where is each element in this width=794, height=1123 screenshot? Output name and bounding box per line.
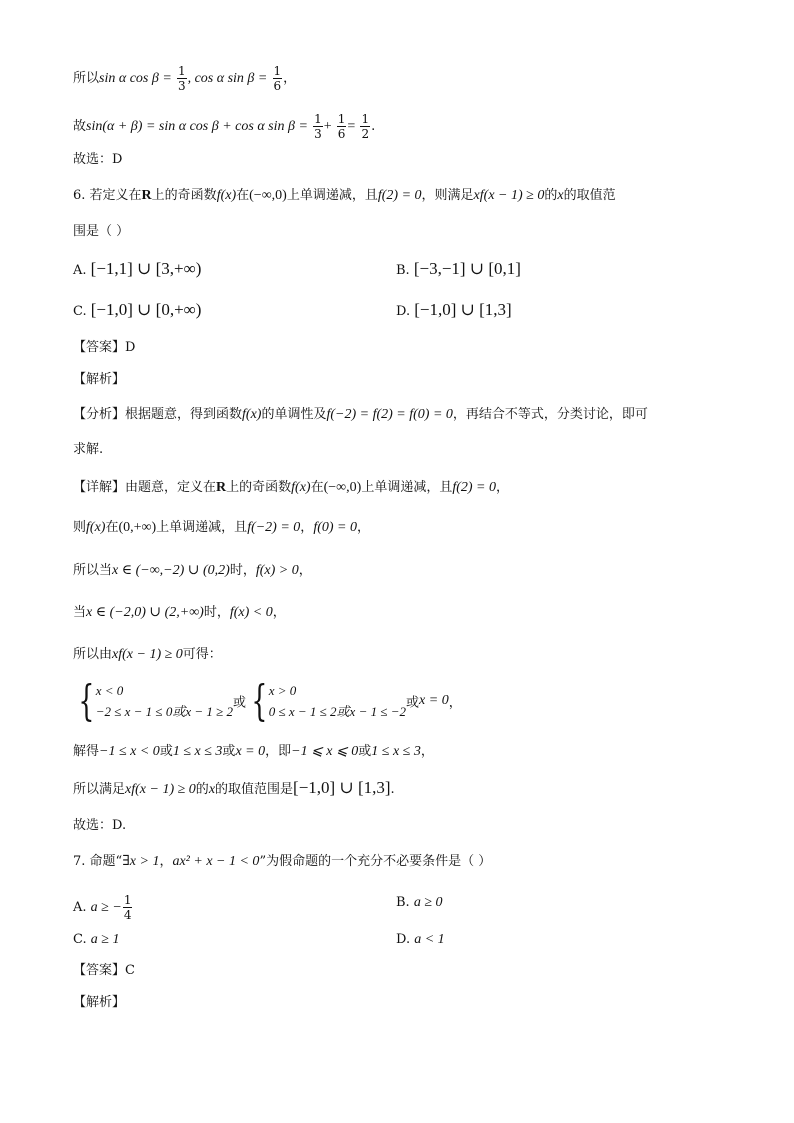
system-row: x < 0 [95, 683, 124, 698]
denominator: 6 [273, 79, 282, 93]
text: 所以当 [73, 563, 113, 578]
detail-line1 [73, 478, 509, 498]
text: 上的奇函数 [151, 188, 217, 203]
analysis-line2: 求解. [73, 442, 104, 457]
math: f(2) = 0 [452, 480, 496, 495]
text: 或 [159, 744, 173, 759]
text: 【详解】由题意，定义在 [73, 480, 217, 495]
text: 时， [203, 605, 230, 620]
text: ， [272, 605, 286, 620]
math: x [208, 782, 216, 797]
option-value: [−1,1] ∪ [3,+∞) [90, 259, 202, 278]
q7-option-c [73, 930, 119, 950]
answer-heading: 【答案】C [73, 963, 135, 978]
fraction [177, 64, 187, 93]
text: ， [300, 520, 314, 535]
text: 的取值范 [563, 188, 616, 203]
option-label: C. [73, 932, 87, 947]
option-label: B. [396, 895, 410, 910]
math: f(−2) = f(2) = f(0) = 0 [326, 407, 453, 422]
fraction [123, 893, 133, 922]
left-brace: { [251, 676, 268, 725]
text: 在 [105, 520, 119, 535]
text: ， [448, 695, 462, 711]
fraction [360, 112, 370, 141]
math: x ∈ (−∞,−2) ∪ (0,2) [112, 563, 230, 578]
numerator: 1 [337, 112, 346, 126]
option-value: a ≥ 1 [90, 932, 120, 947]
system-row: x > 0 [268, 683, 297, 698]
math: f(x) < 0 [229, 605, 273, 620]
math: = [347, 119, 356, 134]
question-7-line1 [73, 852, 491, 872]
denominator: 3 [177, 79, 186, 93]
text: 【分析】根据题意，得到函数 [73, 407, 243, 422]
option-d [396, 300, 512, 322]
text: 所以 [73, 71, 100, 86]
text: 所以满足 [73, 782, 126, 797]
text: ”为假命题的一个充分不必要条件是（ ） [259, 854, 492, 869]
text: 故 [73, 119, 87, 134]
analysis-heading: 【解析】 [73, 372, 126, 387]
math: x = 0 [419, 693, 449, 708]
option-b [396, 259, 521, 281]
inequality-systems [73, 676, 462, 725]
math: sin α cos β = [99, 71, 172, 86]
option-c [73, 300, 201, 322]
numerator: 1 [314, 112, 322, 126]
math: −1 ≤ x < 0 [99, 744, 160, 759]
text: 上单调递减，且 [361, 480, 453, 495]
system-1 [96, 680, 233, 722]
math: R [141, 188, 152, 203]
text: 上的奇函数 [226, 480, 292, 495]
text: 在 [310, 480, 324, 495]
answer-choice-line: 故选：D. [73, 818, 127, 833]
text: 的 [195, 782, 209, 797]
text: ， [159, 854, 173, 869]
text: ，则满足 [421, 188, 474, 203]
numerator: 1 [123, 893, 132, 907]
denominator: 3 [314, 127, 322, 141]
math: [−1,0] ∪ [1,3] [293, 778, 391, 797]
math: 1 ≤ x ≤ 3 [371, 744, 421, 759]
text: . [371, 119, 376, 134]
numerator: 1 [177, 64, 186, 78]
text: 则 [73, 520, 87, 535]
math: f(x) [291, 480, 311, 495]
detail-line3 [73, 561, 312, 581]
system-row: 0 ≤ x − 1 ≤ 2或x − 1 ≤ −2 [268, 704, 407, 719]
math: f(x) > 0 [255, 563, 299, 578]
answer-choice-line: 故选：D [73, 152, 123, 167]
option-label: D. [396, 932, 411, 947]
line-sin-cos-values [73, 64, 296, 93]
text: 的单调性及 [261, 407, 327, 422]
math: xf(x − 1) ≥ 0 [473, 188, 545, 203]
math: f(0) = 0 [313, 520, 357, 535]
denominator: 4 [123, 908, 132, 922]
left-brace: { [78, 676, 95, 725]
option-value: a ≥ − [90, 900, 122, 915]
text: ， [283, 71, 297, 86]
text: 当 [73, 605, 87, 620]
text: 在 [236, 188, 250, 203]
math: f(2) = 0 [377, 188, 422, 203]
text: . [390, 782, 395, 797]
text: 或 [406, 695, 420, 711]
text: 上单调递减，且 [156, 520, 248, 535]
option-value: a ≥ 0 [413, 895, 443, 910]
text: 时， [229, 563, 256, 578]
math: f(−2) = 0 [247, 520, 301, 535]
math: (0,+∞) [118, 520, 157, 535]
option-value: [−1,0] ∪ [1,3] [414, 300, 512, 319]
denominator: 6 [337, 127, 346, 141]
text: ， [496, 480, 510, 495]
fraction [313, 112, 323, 141]
option-label: B. [396, 263, 410, 278]
math: (−∞,0) [323, 480, 362, 495]
math: + [323, 119, 332, 134]
text: 6. 若定义在 [73, 188, 142, 203]
math: −1 ⩽ x ⩽ 0 [291, 744, 359, 759]
text: 或 [233, 695, 247, 711]
q7-option-b [396, 893, 443, 913]
math: ∃x > 1 [122, 854, 160, 869]
detail-line6 [73, 742, 434, 762]
text: ， [298, 563, 312, 578]
math: x [557, 188, 564, 203]
text: ，即 [265, 744, 292, 759]
text: 或 [222, 744, 236, 759]
option-a [73, 259, 201, 281]
question-6-line1 [73, 186, 616, 206]
math: f(x) [216, 188, 237, 203]
math: 1 ≤ x ≤ 3 [172, 744, 223, 759]
option-value: [−1,0] ∪ [0,+∞) [90, 300, 202, 319]
fraction [273, 64, 283, 93]
fraction [337, 112, 347, 141]
line-sum-formula [73, 112, 375, 141]
option-value: a < 1 [414, 932, 445, 947]
math: f(x) [86, 520, 106, 535]
detail-line5 [73, 645, 222, 665]
question-6-line2: 围是（ ） [73, 224, 130, 239]
text: ， [420, 744, 434, 759]
option-label: C. [73, 304, 87, 319]
system-2 [269, 680, 406, 722]
detail-line2 [73, 518, 370, 538]
math: sin(α + β) = sin α cos β + cos α sin β = [86, 119, 308, 134]
analysis-heading: 【解析】 [73, 995, 126, 1010]
math: , cos α sin β = [187, 71, 268, 86]
math: f(x) [242, 407, 262, 422]
text: 解得 [73, 744, 100, 759]
answer-heading: 【答案】D [73, 340, 136, 355]
text: 所以由 [73, 647, 113, 662]
text: 可得： [182, 647, 222, 662]
math: x ∈ (−2,0) ∪ (2,+∞) [86, 605, 204, 620]
q7-option-a [73, 893, 133, 922]
text: ，再结合不等式，分类讨论，即可 [452, 407, 648, 422]
q7-option-d [396, 930, 445, 950]
detail-line4 [73, 603, 286, 623]
numerator: 1 [361, 112, 370, 126]
math: xf(x − 1) ≥ 0 [125, 782, 196, 797]
system-row: −2 ≤ x − 1 ≤ 0或x − 1 ≥ 2 [95, 704, 233, 719]
math: R [216, 480, 227, 495]
text: ， [356, 520, 370, 535]
option-label: A. [73, 900, 87, 915]
text: 的 [544, 188, 558, 203]
option-label: A. [73, 263, 87, 278]
math: ax² + x − 1 < 0 [172, 854, 260, 869]
text: 的取值范围是 [215, 782, 294, 797]
text: 7. 命题“ [73, 854, 123, 869]
denominator: 2 [361, 127, 370, 141]
numerator: 1 [273, 64, 282, 78]
text: 上单调递减，且 [286, 188, 378, 203]
math: xf(x − 1) ≥ 0 [112, 647, 183, 662]
text: 或 [358, 744, 372, 759]
option-label: D. [396, 304, 411, 319]
detail-line7 [73, 778, 395, 800]
math: x = 0 [235, 744, 266, 759]
math: (−∞,0) [249, 188, 287, 203]
analysis-line1 [73, 405, 648, 425]
option-value: [−3,−1] ∪ [0,1] [413, 259, 521, 278]
